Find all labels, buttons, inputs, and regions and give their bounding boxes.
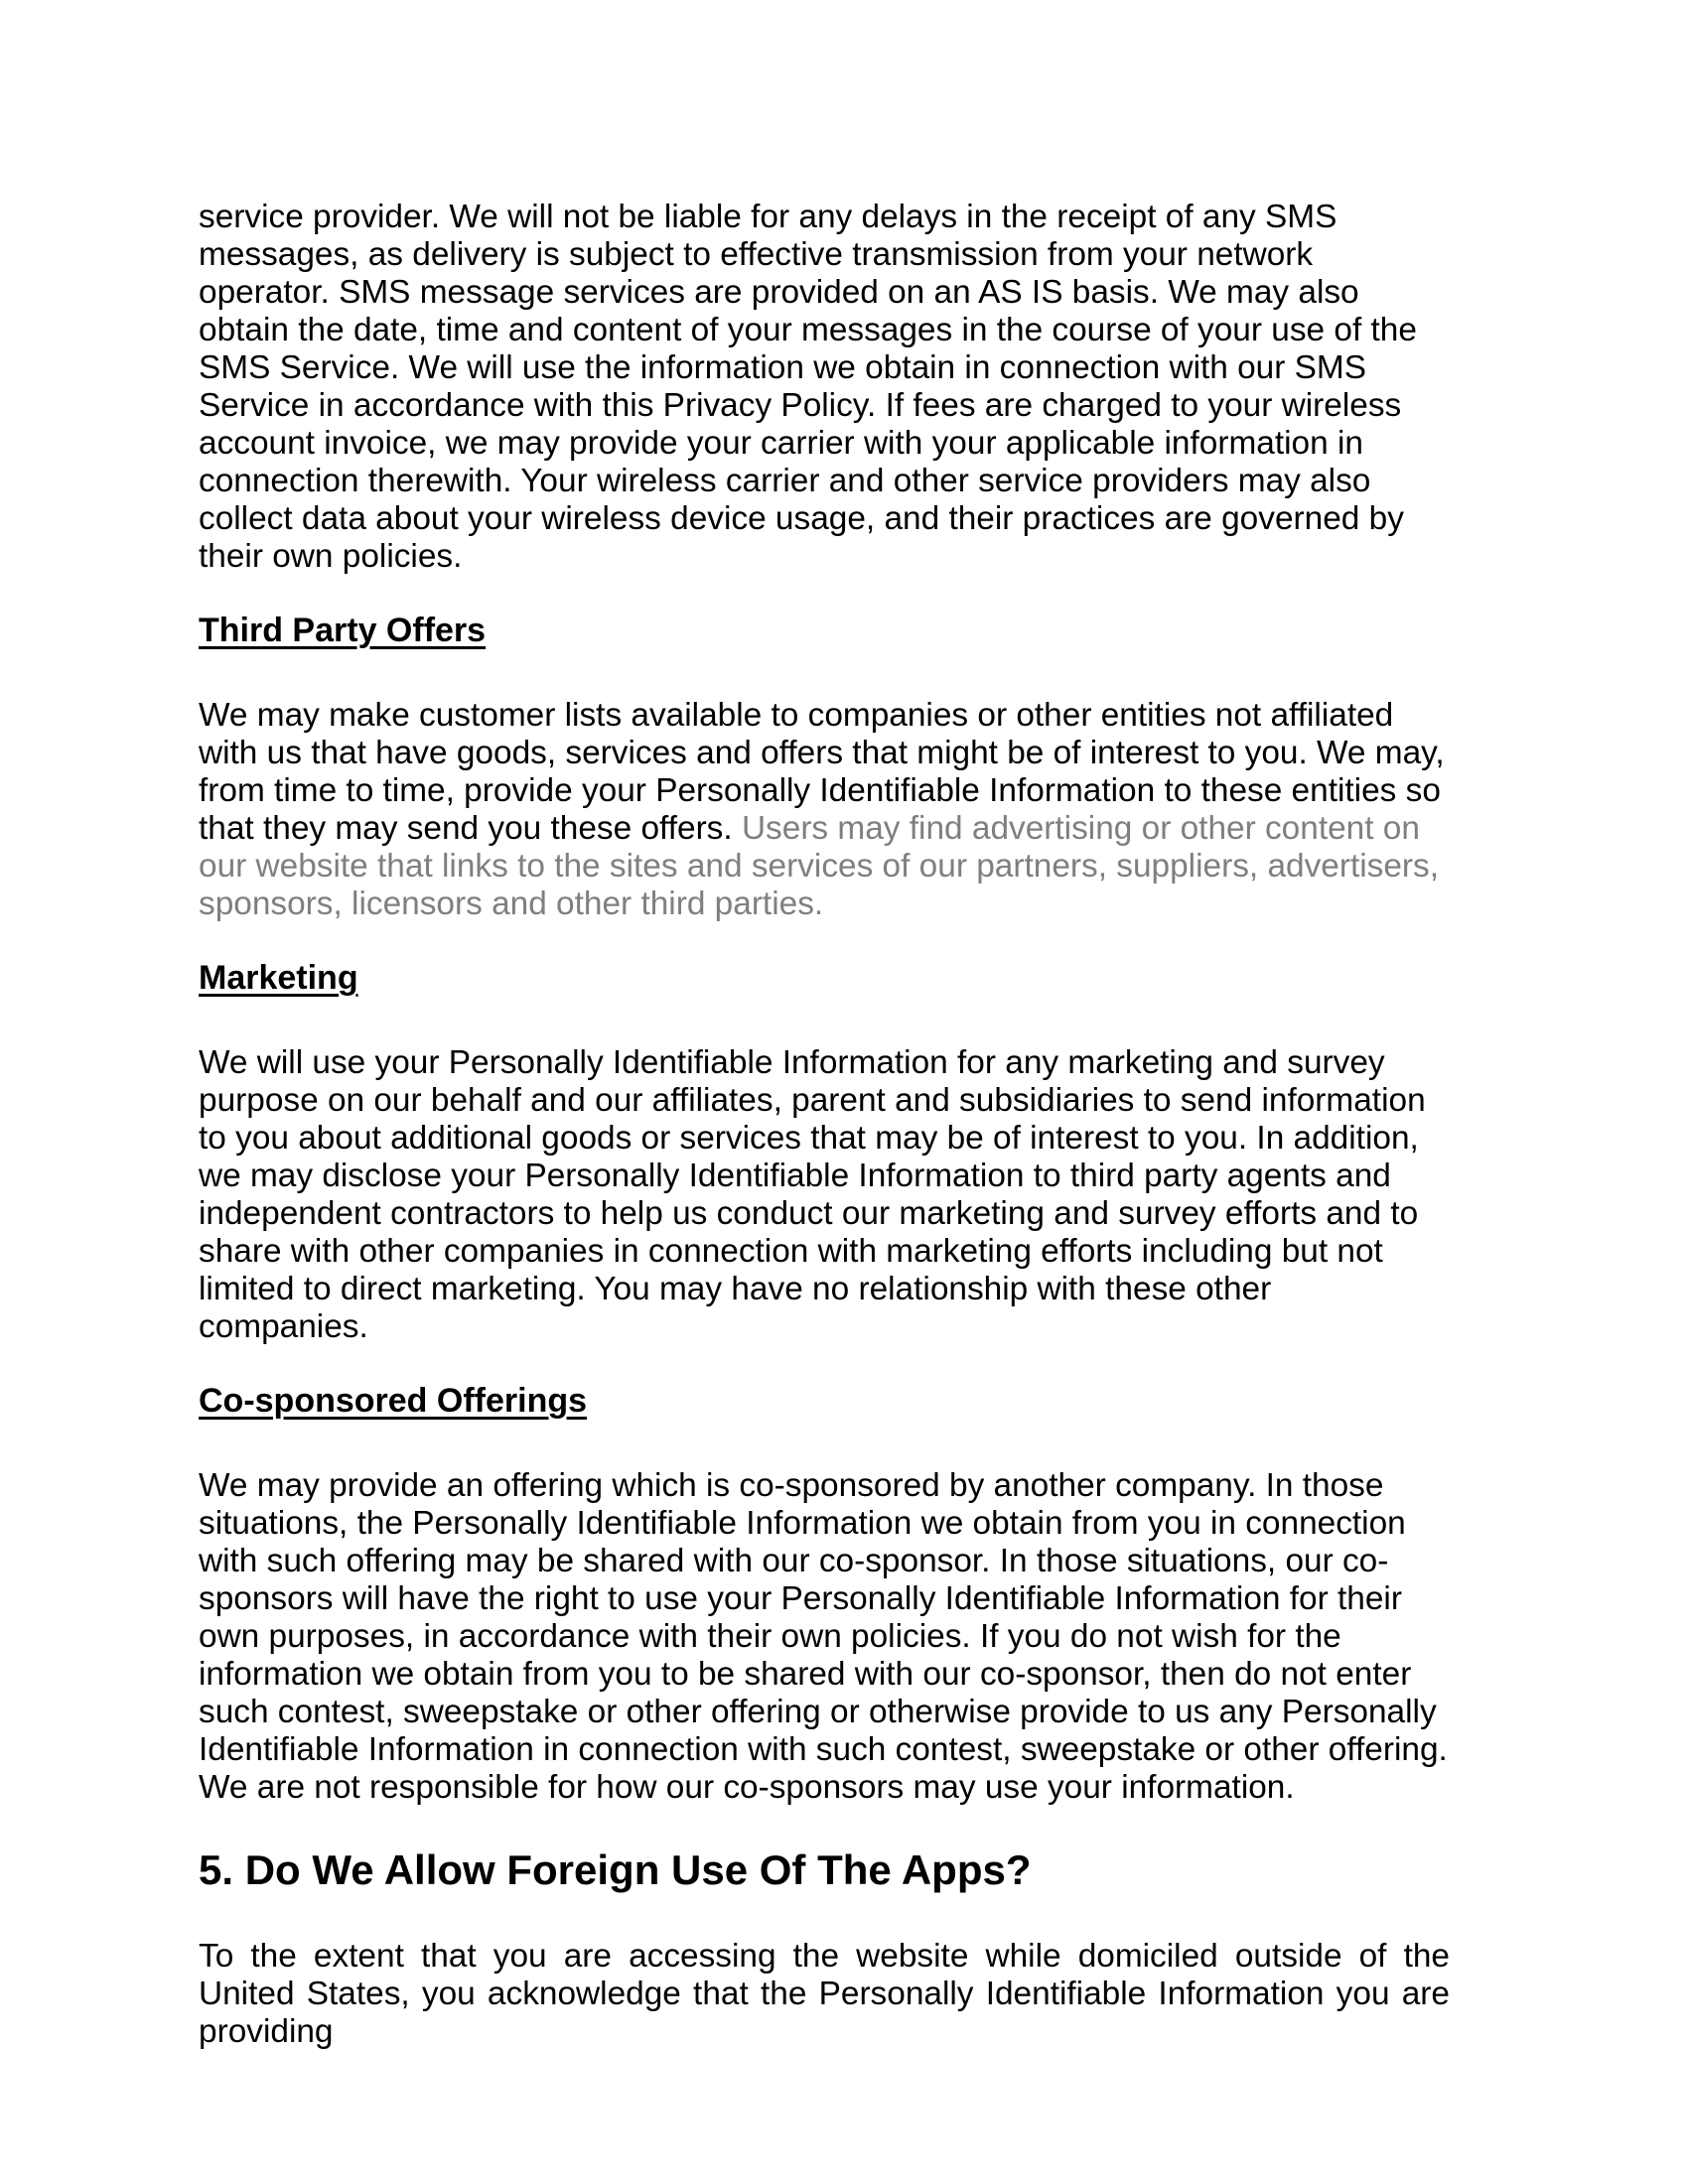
- chapter-heading-foreign-use: 5. Do We Allow Foreign Use Of The Apps?: [199, 1846, 1032, 1893]
- third-party-offers-main-text: We may make customer lists available to companies or other entities not affiliated with us that have goods, services and offers that might be of interest to you. We may, from time to time, provide your Personally Identifiable Information to these entities so that they may send you these offers.: [199, 697, 1445, 847]
- third-party-offers-muted-text: Users may find advertising or other content on our website that links to the sites and services of our partners, suppliers, advertisers, sponsors, licensors and other third parties.: [199, 810, 1440, 922]
- foreign-use-paragraph: To the extent that you are accessing the website while domiciled outside of the United States, you acknowledge that the Personally Identifiable Information you are providing: [199, 1938, 1450, 2050]
- intro-paragraph: service provider. We will not be liable for any delays in the receipt of any SMS messages, as delivery is subject to effective transmission from your network operator. SMS message services are provided on an AS IS basis. We may also obtain the date, time and content of your messages in the course of your use of the SMS Service. We will use the information we obtain in connection with our SMS Service in accordance with this Privacy Policy. If fees are charged to your wireless account invoice, we may provide your carrier with your applicable information in connection therewith. Your wireless carrier and other service providers may also collect data about your wireless device usage, and their practices are governed by their own policies.: [199, 199, 1417, 575]
- section-heading-co-sponsored-offerings: Co-sponsored Offerings: [199, 1382, 588, 1420]
- marketing-paragraph: We will use your Personally Identifiable Information for any marketing and survey purpose on our behalf and our affiliates, parent and subsidiaries to send information to you about additional goods or services that may be of interest to you. In addition, we may disclose your Personally Identifiable Information to third party agents and independent contractors to help us conduct our marketing and survey efforts and to share with other companies in connection with marketing efforts including but not limited to direct marketing. You may have no relationship with these other companies.: [199, 1044, 1426, 1345]
- co-sponsored-offerings-paragraph: We may provide an offering which is co-sponsored by another company. In those situations, the Personally Identifiable Information we obtain from you in connection with such offering may be shared with our co-sponsor. In those situations, our co-sponsors will have the right to use your Personally Identifiable Information for their own purposes, in accordance with their own policies. If you do not wish for the information we obtain from you to be shared with our co-sponsor, then do not enter such contest, sweepstake or other offering or otherwise provide to us any Personally Identifiable Information in connection with such contest, sweepstake or other offering. We are not responsible for how our co-sponsors may use your information.: [199, 1467, 1448, 1806]
- section-heading-marketing: Marketing: [199, 959, 358, 997]
- third-party-offers-paragraph: [199, 697, 1450, 923]
- section-heading-third-party-offers: Third Party Offers: [199, 612, 487, 649]
